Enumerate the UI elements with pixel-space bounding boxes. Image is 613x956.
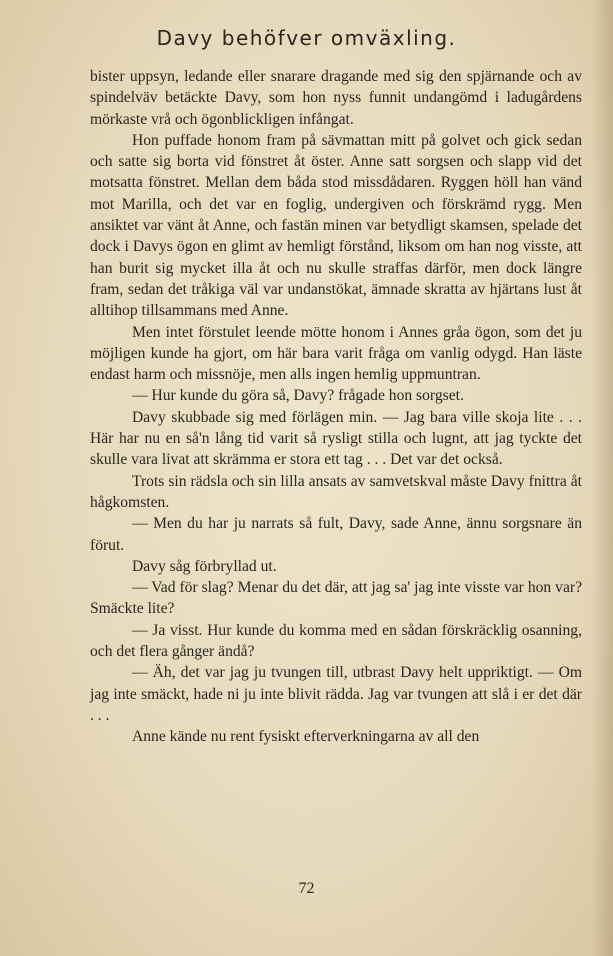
page-number: 72 <box>298 880 315 897</box>
paragraph: — Ja visst. Hur kunde du komma med en sådan förskräcklig osanning, och det flera gånger ändå? <box>90 621 582 661</box>
paragraph: — Äh, det var jag ju tvungen till, utbrast Davy helt uppriktigt. — Om jag inte smäckt, hade ni ju inte blivit rädda. Jag var tvungen att slå i er det där . . . <box>90 664 582 724</box>
paragraph: — Men du har ju narrats så fult, Davy, sade Anne, ännu sorgsnare än förut. <box>90 515 582 554</box>
paragraph: Davy såg förbryllad ut. <box>132 557 277 575</box>
body-text <box>90 66 582 748</box>
paragraph: — Hur kunde du göra så, Davy? frågade hon sorgset. <box>132 387 464 405</box>
paragraph: Men intet förstulet leende mötte honom i Annes gråa ögon, som det ju möjligen kunde ha gjort, om här bara varit fråga om vanlig odygd. Han läste endast harm och missnöje, men alls ingen hemlig uppmuntran. <box>90 323 582 384</box>
paragraph: Anne kände nu rent fysiskt efterverkningarna av all den <box>132 728 480 746</box>
running-head: Davy behöfver omväxling. <box>156 26 457 50</box>
paragraph: Trots sin rädsla och sin lilla ansats av samvetskval måste Davy fnittra åt hågkomsten. <box>90 472 582 511</box>
paragraph: bister uppsyn, ledande eller snarare dragande med sig den spjärnande och av spindelväv betäckte Davy, som hon nyss funnit undangömd i ladugårdens mörkaste vrå och ögonblickligen infångat. <box>90 68 582 128</box>
paragraph: — Vad för slag? Menar du det där, att jag sa' jag inte visste var hon var? Smäckte lite? <box>90 579 582 618</box>
paragraph: Davy skubbade sig med förlägen min. — Jag bara ville skoja lite . . . Här har nu en så'n lång tid varit så rysligt stilla och lugnt, att jag tyckte det skulle vara livat att skrämma er stora ett tag . . . Det var det också. <box>90 408 582 469</box>
page-edge-shadow <box>591 0 613 956</box>
paragraph: Hon puffade honom fram på sävmattan mitt på golvet och gick sedan och satte sig borta vid fönstret åt öster. Anne satt sorgsen och slapp vid det motsatta fönstret. Mellan dem båda stod missdådaren. Ryggen höll han vänd mot Marilla, och det var en foglig, undergiven och förskrämd rygg. Men ansiktet var vänt åt Anne, och fastän minen var betydligt skamsen, spelade det dock i Davys ögon en glimt av hemligt förstånd, liksom om han nog visste, att han burit sig mycket illa åt och nu skulle straffas därför, men dock längre fram, sedan det tråkiga väl var undanstökat, ämnade skratta av hjärtans lust åt alltihop tillsammans med Anne. <box>90 131 582 320</box>
